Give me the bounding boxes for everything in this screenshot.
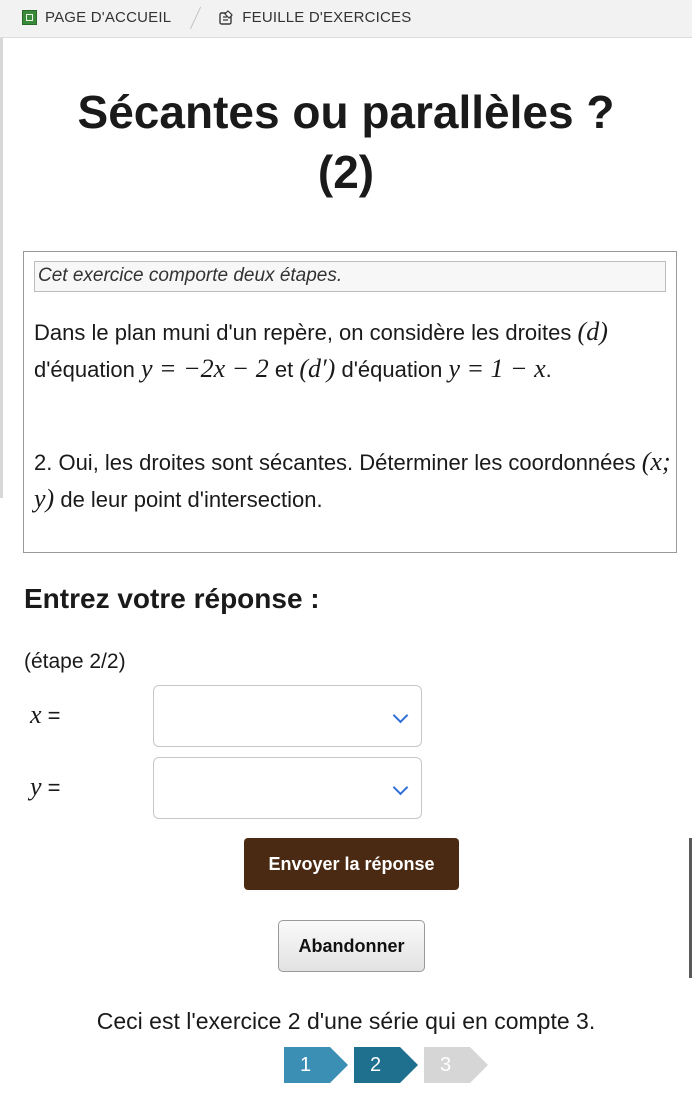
exercise-statement: [23, 251, 677, 553]
equals-sign: =: [47, 775, 61, 800]
statement-text: Dans le plan muni d'un repère, on considère les droites: [34, 320, 572, 345]
breadcrumb-sheet-link[interactable]: [218, 9, 411, 26]
exercise-notice: Cet exercice comporte deux étapes.: [34, 261, 666, 292]
exercise-pager: [284, 1047, 494, 1083]
worksheet-icon: [218, 10, 234, 26]
abandon-button[interactable]: Abandonner: [278, 920, 425, 972]
x-variable: x: [30, 700, 42, 729]
statement-paragraph-1: [34, 314, 674, 388]
breadcrumb-home-label: PAGE D'ACCUEIL: [45, 9, 172, 26]
breadcrumb-home-link[interactable]: [22, 9, 171, 26]
y-variable: y: [30, 772, 42, 801]
statement-text: de leur point d'intersection.: [60, 487, 323, 512]
equals-sign: =: [47, 703, 61, 728]
statement-text: .: [545, 357, 552, 382]
answer-heading: Entrez votre réponse :: [24, 583, 320, 614]
breadcrumb: [0, 0, 692, 38]
page-title-line2: (2): [317, 146, 375, 198]
chevron-down-icon: [393, 708, 409, 724]
statement-text: 2. Oui, les droites sont sécantes. Déterminer les coordonnées: [34, 450, 636, 475]
breadcrumb-sheet-label: FEUILLE D'EXERCICES: [242, 9, 412, 26]
equation-d: y = −2x − 2: [140, 354, 269, 383]
page-title: [0, 82, 692, 202]
breadcrumb-separator: [190, 7, 201, 29]
chevron-down-icon: [393, 780, 409, 796]
x-label: [30, 700, 61, 730]
step-indicator: (étape 2/2): [24, 650, 126, 673]
series-info: Ceci est l'exercice 2 d'une série qui en compte 3.: [96, 1008, 596, 1034]
pager-step-3[interactable]: 3: [424, 1047, 470, 1083]
statement-text: et: [274, 357, 294, 382]
y-answer-select[interactable]: [153, 757, 422, 819]
equation-dprime: y = 1 − x: [448, 354, 546, 383]
home-icon: [22, 10, 37, 25]
pager-step-1[interactable]: 1: [284, 1047, 330, 1083]
pager-step-2[interactable]: 2: [354, 1047, 400, 1083]
statement-text: d'équation: [34, 357, 135, 382]
coordinates-notation: (x; y): [34, 447, 671, 513]
x-answer-select[interactable]: [153, 685, 422, 747]
statement-paragraph-2: [34, 444, 674, 518]
line-d-name: (d): [577, 317, 608, 346]
line-dprime-name: (d′): [299, 354, 336, 383]
submit-answer-button[interactable]: Envoyer la réponse: [244, 838, 459, 890]
y-label: [30, 772, 61, 802]
statement-text: d'équation: [341, 357, 443, 382]
page-title-line1: Sécantes ou parallèles ?: [77, 86, 615, 138]
